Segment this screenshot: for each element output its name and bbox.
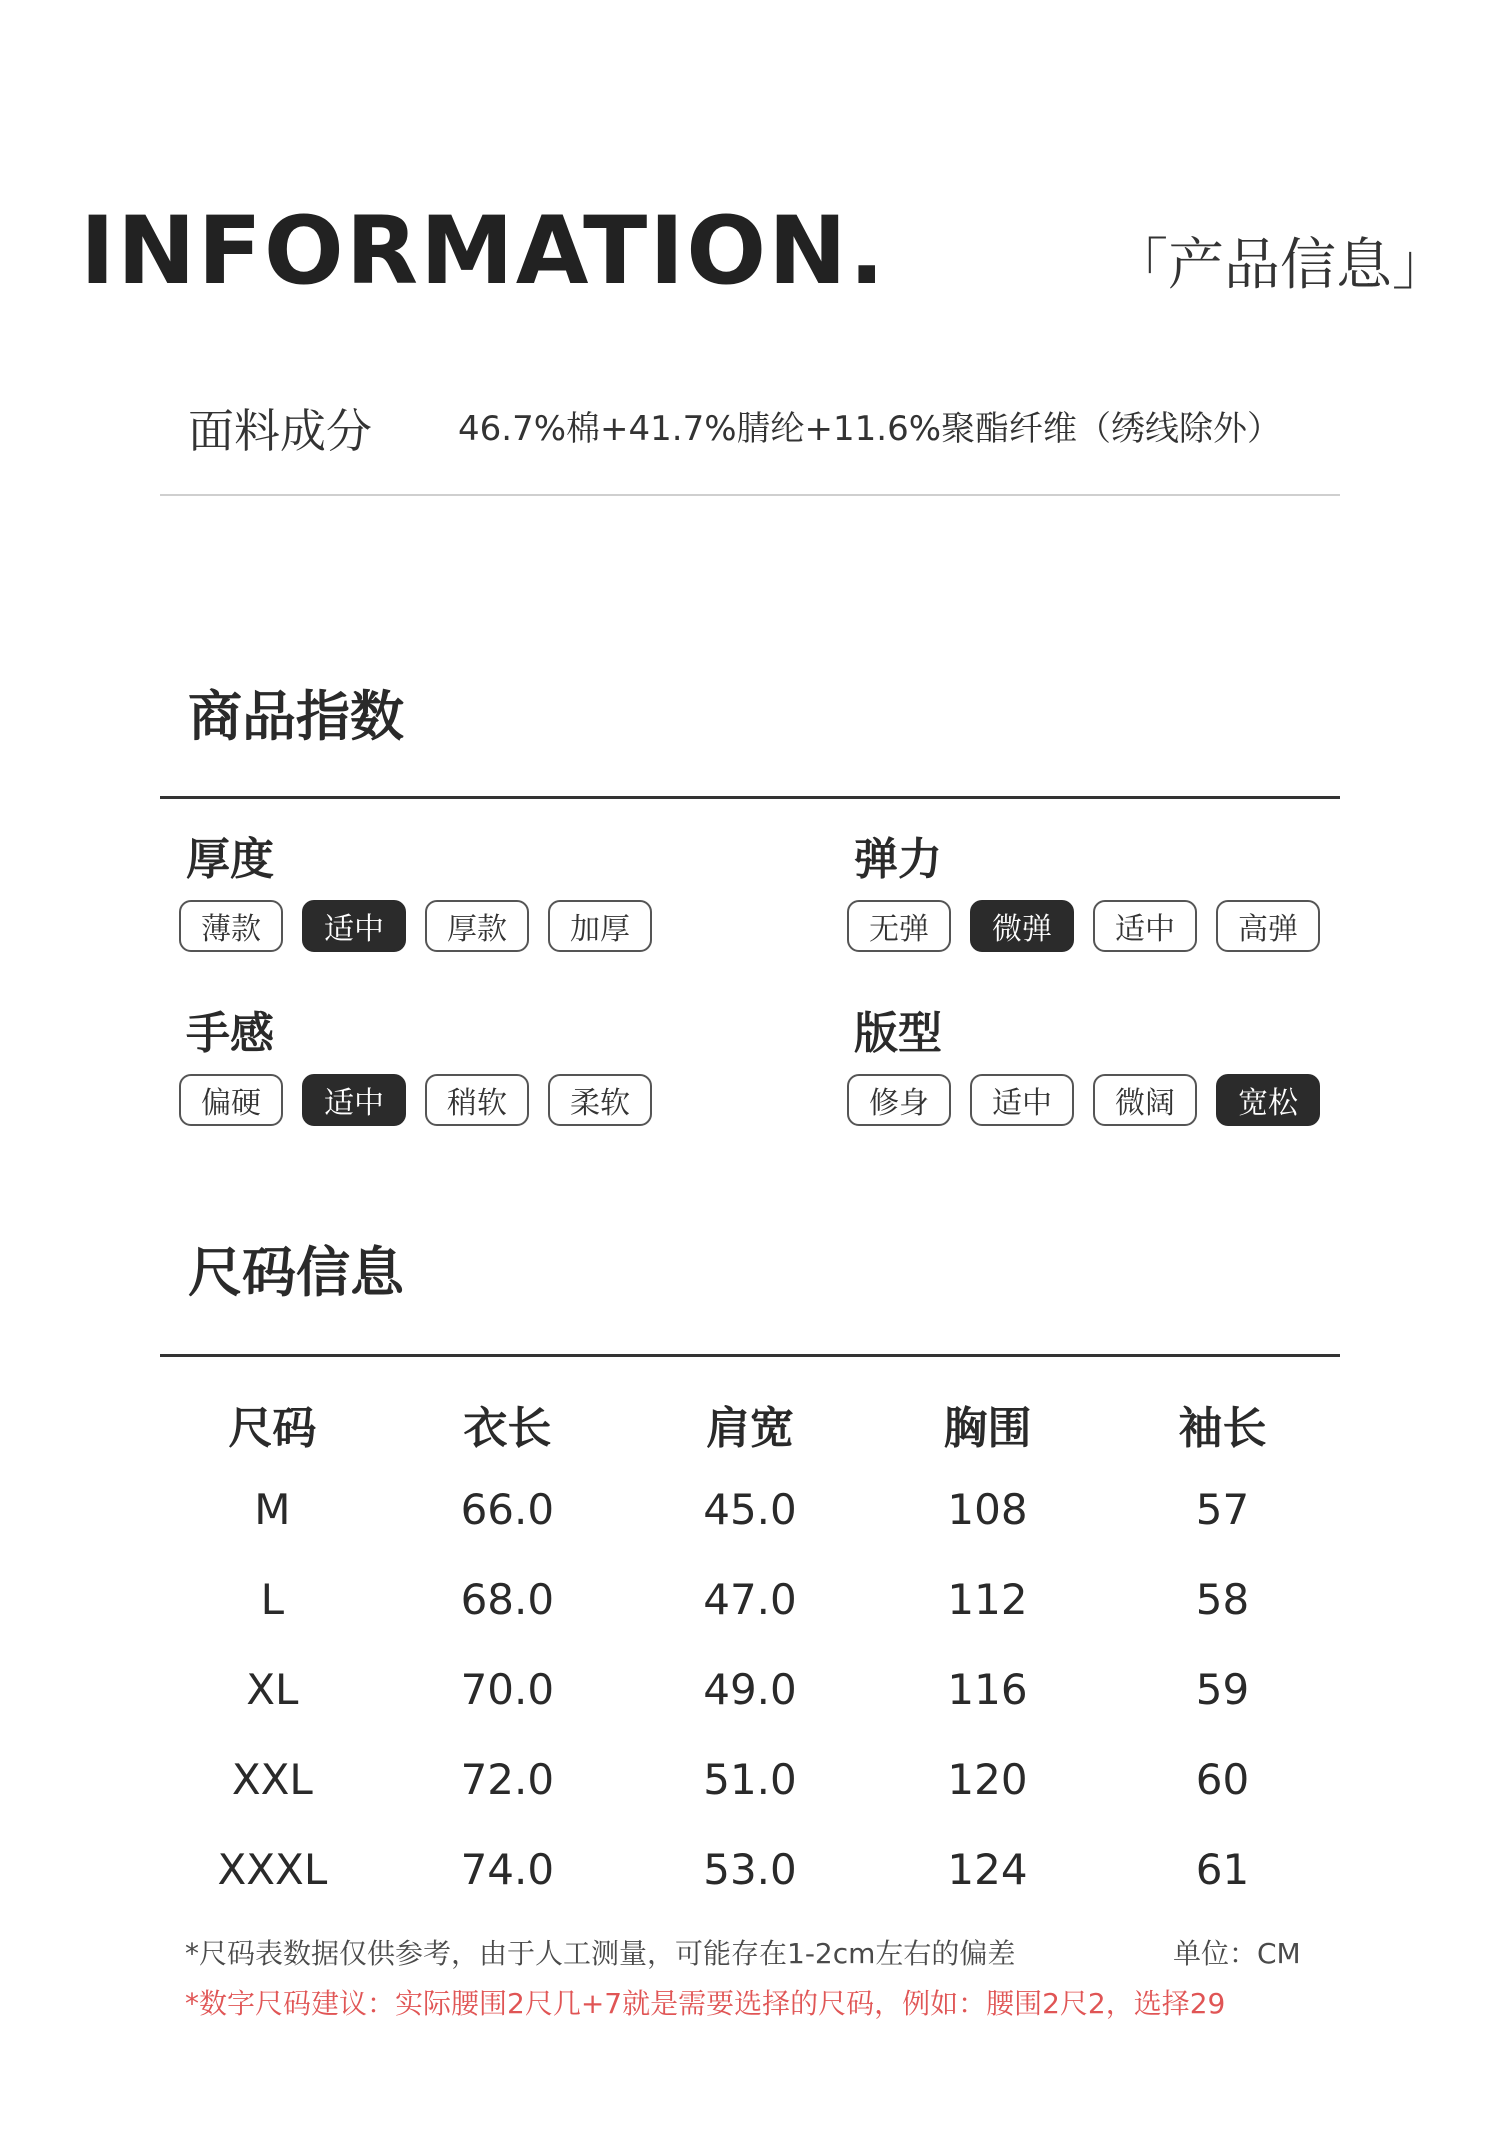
option-tag[interactable]: 加厚 [548,900,652,952]
divider [160,1354,1340,1357]
option-tag[interactable]: 高弹 [1216,900,1320,952]
table-row [160,1824,1340,1914]
table-cell: 49.0 [703,1664,797,1714]
table-cell: 74.0 [460,1844,555,1894]
option-tag[interactable]: 适中 [1093,900,1197,952]
option-tag[interactable]: 无弹 [847,900,951,952]
fit-label: 版型 [854,1008,942,1059]
table-cell: 47.0 [703,1574,797,1624]
table-cell: 60 [1195,1754,1250,1804]
thickness-options [179,900,652,952]
option-tag[interactable]: 适中 [302,900,406,952]
option-tag[interactable]: 薄款 [179,900,283,952]
option-tag[interactable]: 微弹 [970,900,1074,952]
column-header: 胸围 [943,1403,1032,1454]
option-tag[interactable]: 适中 [970,1074,1074,1126]
table-cell: 68.0 [460,1574,555,1624]
column-header: 肩宽 [705,1403,794,1454]
table-cell: 51.0 [703,1754,797,1804]
table-row [160,1464,1340,1554]
hand-feel-options [179,1074,652,1126]
table-cell: 57 [1195,1484,1250,1534]
table-cell: 108 [947,1484,1028,1534]
column-header: 袖长 [1178,1403,1267,1454]
option-tag[interactable]: 微阔 [1093,1074,1197,1126]
size-table [160,1384,1340,1914]
table-cell: L [260,1574,285,1624]
size-disclaimer: *尺码表数据仅供参考，由于人工测量，可能存在1-2cm左右的偏差 [185,1937,1016,1970]
option-tag[interactable]: 适中 [302,1074,406,1126]
table-cell: 45.0 [703,1484,797,1534]
table-cell: XXXL [217,1844,328,1894]
table-cell: 72.0 [460,1754,555,1804]
option-tag[interactable]: 柔软 [548,1074,652,1126]
option-tag[interactable]: 偏硬 [179,1074,283,1126]
fit-options [847,1074,1320,1126]
table-cell: 124 [947,1844,1028,1894]
table-cell: 70.0 [460,1664,555,1714]
indices-title: 商品指数 [188,685,404,748]
table-cell: 53.0 [703,1844,797,1894]
table-header-row [160,1384,1340,1464]
elasticity-options [847,900,1320,952]
column-header: 衣长 [463,1403,552,1454]
column-header: 尺码 [228,1403,317,1454]
table-cell: XXL [231,1754,313,1804]
table-cell: M [254,1484,291,1534]
table-cell: XL [246,1664,299,1714]
unit-label: 单位：CM [1173,1937,1301,1970]
size-advice: *数字尺码建议：实际腰围2尺几+7就是需要选择的尺码，例如：腰围2尺2，选择29 [185,1987,1226,2020]
elasticity-label: 弹力 [854,834,942,885]
table-cell: 112 [947,1574,1028,1624]
table-cell: 116 [947,1664,1028,1714]
page-subtitle: 「产品信息」 [1112,233,1448,298]
table-cell: 120 [947,1754,1028,1804]
option-tag[interactable]: 厚款 [425,900,529,952]
page-title: INFORMATION. [80,197,887,306]
fabric-value: 46.7%棉+41.7%腈纶+11.6%聚酯纤维（绣线除外） [458,409,1282,449]
thickness-label: 厚度 [186,834,274,885]
divider [160,796,1340,799]
table-cell: 66.0 [460,1484,555,1534]
hand-feel-label: 手感 [186,1008,274,1059]
table-cell: 58 [1195,1574,1250,1624]
table-row [160,1734,1340,1824]
size-info-title: 尺码信息 [188,1241,404,1304]
table-row [160,1554,1340,1644]
table-cell: 61 [1195,1844,1250,1894]
table-cell: 59 [1195,1664,1250,1714]
option-tag[interactable]: 宽松 [1216,1074,1320,1126]
option-tag[interactable]: 稍软 [425,1074,529,1126]
divider [160,494,1340,496]
fabric-label: 面料成分 [188,404,372,458]
option-tag[interactable]: 修身 [847,1074,951,1126]
table-row [160,1644,1340,1734]
